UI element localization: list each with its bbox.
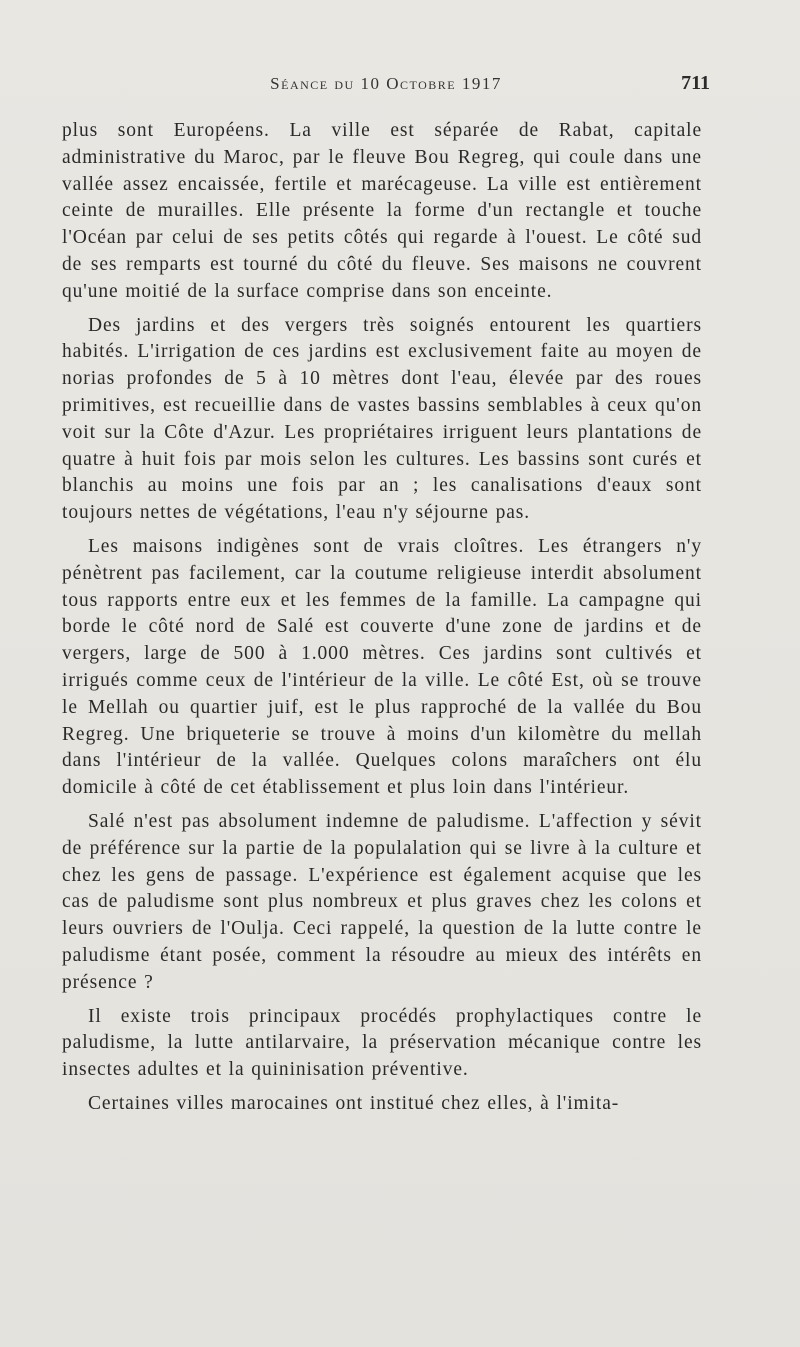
body-text [62, 118, 702, 1125]
paragraph-5: Il existe trois principaux procédés prophylactiques contre le paludisme, la lutte antilarvaire, la préservation mécanique contre les insectes adultes et la quininisation préventive. [62, 1005, 702, 1081]
paragraph-6: Certaines villes marocaines ont institué chez elles, à l'imita- [88, 1092, 620, 1114]
paragraph-3: Les maisons indigènes sont de vrais cloîtres. Les étrangers n'y pénètrent pas facilement, car la coutume religieuse interdit absolument tous rapports entre eux et les femmes de la famille. La campagne qui borde le côté nord de Salé est couverte d'une zone de jardins et de vergers, large de 500 à 1.000 mètres. Ces jardins sont cultivés et irrigués comme ceux de l'intérieur de la ville. Le côté Est, où se trouve le Mellah ou quartier juif, est le plus rapproché de la vallée du Bou Regreg. Une briqueterie se trouve à moins d'un kilomètre du mellah dans l'intérieur de la vallée. Quelques colons maraîchers ont élu domicile à côté de cet établissement et plus loin dans l'intérieur. [62, 535, 702, 799]
running-title: Séance du 10 Octobre 1917 [270, 74, 502, 93]
paragraph-1: plus sont Européens. La ville est séparée de Rabat, capitale administrative du Maroc, par le fleuve Bou Regreg, qui coule dans une vallée assez encaissée, fertile et marécageuse. La ville est entièrement ceinte de murailles. Elle présente la forme d'un rectangle et touche l'Océan par celui de ses petits côtés qui regarde à l'ouest. Le côté sud de ses remparts est tourné du côté du fleuve. Ses maisons ne couvrent qu'une moitié de la surface comprise dans son enceinte. [62, 120, 702, 302]
page-number: 711 [681, 72, 710, 94]
paragraph-2: Des jardins et des vergers très soignés entourent les quartiers habités. L'irrigation de ces jardins est exclusivement faite au moyen de norias profondes de 5 à 10 mètres dont l'eau, élevée par des roues primitives, est recueillie dans de vastes bassins semblables à ceux qu'on voit sur la Côte d'Azur. Les propriétaires irriguent leurs plantations de quatre à huit fois par mois selon les cultures. Les bassins sont curés et blanchis au moins une fois par an ; les canalisations d'eaux sont toujours nettes de végétations, l'eau n'y séjourne pas. [62, 314, 702, 524]
running-head [62, 72, 710, 102]
paragraph-4: Salé n'est pas absolument indemne de paludisme. L'affection y sévit de préférence sur la partie de la populalation qui se livre à la culture et chez les gens de passage. L'expérience est également acquise que les cas de paludisme sont plus nombreux et plus graves chez les colons et leurs ouvriers de l'Oulja. Ceci rappelé, la question de la lutte contre le paludisme étant posée, comment la résoudre au mieux des intérêts en présence ? [62, 810, 702, 993]
